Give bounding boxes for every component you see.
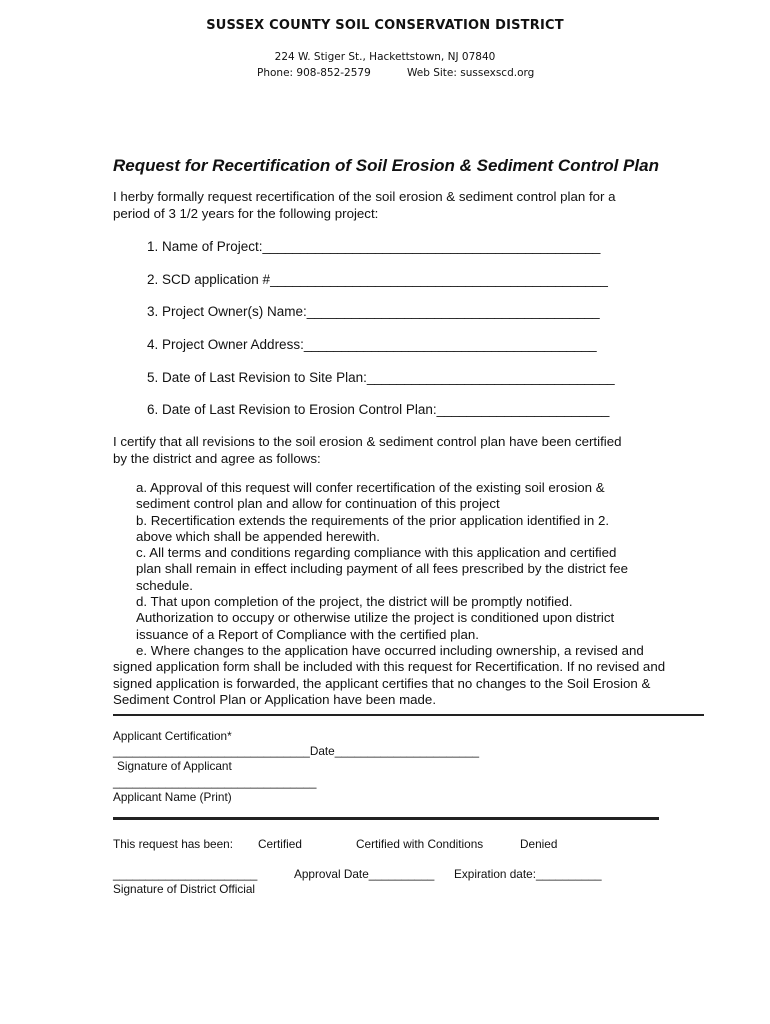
intro-line-1: I herby formally request recertification of the soil erosion & sediment control plan for a [113,189,616,204]
condition-line: d. That upon completion of the project, the district will be promptly notified. [136,594,573,609]
district-signature-label: Signature of District Official [113,882,256,896]
section-divider [113,714,704,716]
option-certified-with-conditions[interactable]: Certified with Conditions [356,837,484,851]
expiration-date-field[interactable]: Expiration date:__________ [454,867,602,881]
intro-line-2: period of 3 1/2 years for the following project: [113,206,379,221]
approval-date-field[interactable]: Approval Date__________ [294,867,435,881]
option-denied[interactable]: Denied [520,837,558,851]
condition-tail-line: signed application form shall be included with this request for Recertification. If no revised and [113,659,666,674]
condition-tail-line: Sediment Control Plan or Application have been made. [113,692,437,707]
option-certified[interactable]: Certified [258,837,302,851]
field-scd-application[interactable]: 2. SCD application #_____________________________________________ [147,272,608,287]
applicant-heading: Applicant Certification* [113,729,232,743]
condition-line: c. All terms and conditions regarding compliance with this application and certified [136,545,617,560]
condition-line: Authorization to occupy or otherwise utilize the project is conditioned upon district [136,610,615,625]
field-project-name[interactable]: 1. Name of Project:_____________________________________________ [147,239,601,254]
condition-line: plan shall remain in effect including payment of all fees prescribed by the district fee [136,561,629,576]
condition-line: schedule. [136,578,193,593]
org-address: 224 W. Stiger St., Hackettstown, NJ 07840 [274,51,496,63]
condition-line: e. Where changes to the application have occurred including ownership, a revised and [136,643,644,658]
certify-line-2: by the district and agree as follows: [113,451,321,466]
applicant-name-label: Applicant Name (Print) [113,790,232,804]
org-website[interactable]: Web Site: sussexscd.org [407,67,535,79]
applicant-signature-field[interactable]: ______________________________Date______________________ [113,744,480,758]
status-label: This request has been: [113,837,234,851]
section-divider [113,817,659,820]
condition-tail-line: signed application is forwarded, the applicant certifies that no changes to the Soil Erosion & [113,676,651,691]
applicant-signature-label: Signature of Applicant [117,759,232,773]
condition-line: sediment control plan and allow for continuation of this project [136,496,500,511]
condition-line: above which shall be appended herewith. [136,529,380,544]
field-owner-name[interactable]: 3. Project Owner(s) Name:_______________________________________ [147,304,600,319]
org-name: SUSSEX COUNTY SOIL CONSERVATION DISTRICT [206,18,564,33]
certify-line-1: I certify that all revisions to the soil erosion & sediment control plan have been certified [113,434,622,449]
applicant-name-field[interactable]: _______________________________ [113,775,317,789]
condition-line: b. Recertification extends the requirements of the prior application identified in 2. [136,513,610,528]
field-erosion-plan-revision[interactable]: 6. Date of Last Revision to Erosion Control Plan:_______________________ [147,402,610,417]
condition-line: issuance of a Report of Compliance with the certified plan. [136,627,479,642]
field-site-plan-revision[interactable]: 5. Date of Last Revision to Site Plan:_________________________________ [147,370,615,385]
condition-line: a. Approval of this request will confer recertification of the existing soil erosion & [136,480,605,495]
district-signature-field[interactable]: ______________________ [113,867,258,881]
form-title: Request for Recertification of Soil Erosion & Sediment Control Plan [113,156,659,175]
org-phone: Phone: 908-852-2579 [257,67,371,79]
field-owner-address[interactable]: 4. Project Owner Address:_______________________________________ [147,337,597,352]
